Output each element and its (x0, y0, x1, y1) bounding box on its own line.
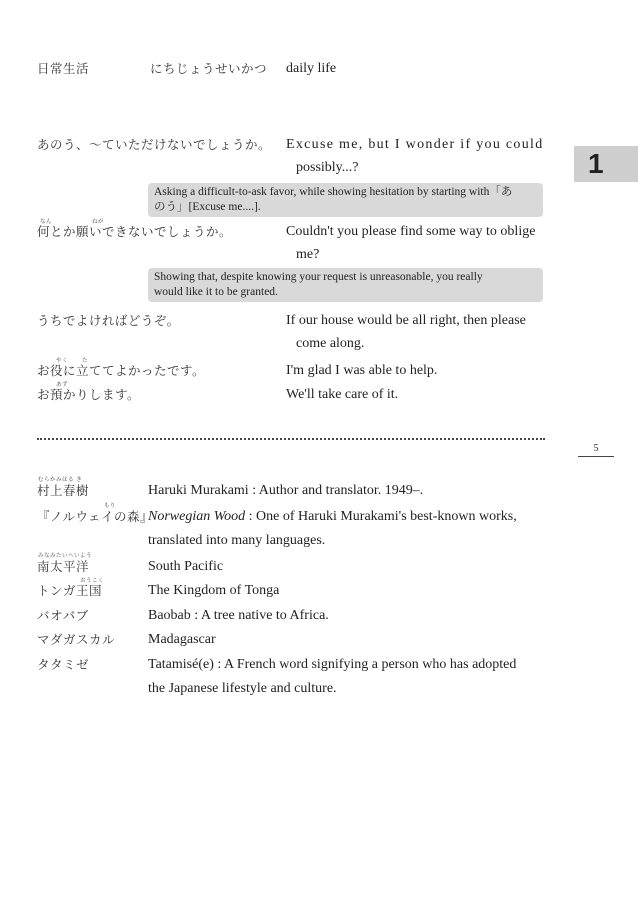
glossary-4-term: トンガ王国 (37, 583, 103, 598)
phrase-1-note-line1: Asking a difficult-to-ask favor, while showing hesitation by starting with「あ (154, 186, 513, 198)
phrase-2-note-line2: would like it to be granted. (154, 286, 278, 298)
phrase-2-jp: 何とか願いできないでしょうか。 (37, 224, 233, 239)
phrase-3-en-line2: come along. (296, 336, 365, 351)
phrase-2-note (148, 268, 543, 302)
phrase-1-en-line1: Excuse me, but I wonder if you could (286, 137, 544, 152)
glossary-2-desc (148, 508, 517, 526)
phrase-3-jp: うちでよければどうぞ。 (37, 313, 180, 328)
phrase-2-ruby-2: ねが (92, 219, 105, 225)
glossary-3-desc: South Pacific (148, 559, 224, 574)
glossary-5-desc: Baobab : A tree native to Africa. (148, 608, 329, 623)
phrase-3-en-line1: If our house would be all right, then please (286, 313, 526, 328)
vocab-reading: にちじょうせいかつ (150, 61, 268, 76)
glossary-6-desc: Madagascar (148, 632, 216, 647)
glossary-7-desc: Tatamisé(e) : A French word signifying a person who has adopted (148, 657, 517, 672)
glossary-4-desc: The Kingdom of Tonga (148, 583, 280, 598)
glossary-3-term: 南太平洋 (37, 559, 90, 574)
glossary-2-title: Norwegian Wood (148, 509, 246, 524)
glossary-4-ruby: おうこく (80, 578, 105, 584)
phrase-2-note-line1: Showing that, despite knowing your request is unreasonable, you really (154, 271, 483, 283)
glossary-2-ruby: もり (104, 503, 117, 509)
phrase-4-en: I'm glad I was able to help. (286, 363, 438, 378)
chapter-tab (574, 146, 638, 182)
phrase-5-jp: お預かりします。 (37, 387, 141, 402)
glossary-7-desc2: the Japanese lifestyle and culture. (148, 681, 337, 696)
page-number: 5 (578, 443, 614, 457)
glossary-1-term: 村上春樹 (37, 483, 90, 498)
glossary-2-term: 『ノルウェイの森』 (37, 509, 154, 524)
glossary-6-term: マダガスカル (37, 632, 116, 647)
glossary-2-desc-text: : One of Haruki Murakami's best-known works, (245, 509, 517, 524)
phrase-4-jp: お役に立ててよかったです。 (37, 363, 206, 378)
glossary-7-term: タタミゼ (37, 657, 90, 672)
phrase-1-jp: あのう、～ていただけないでしょうか。 (37, 137, 272, 152)
phrase-2-ruby-1: なん (40, 219, 53, 225)
glossary-1-ruby: むらかみはる き (38, 477, 83, 483)
glossary-3-ruby: みなみたいへいよう (38, 553, 93, 559)
chapter-number: 1 (588, 148, 604, 179)
glossary-5-term: バオバブ (37, 608, 89, 623)
vocab-english: daily life (286, 61, 337, 76)
phrase-5-ruby-1: あず (56, 382, 69, 388)
phrase-4-ruby-2: た (82, 358, 89, 364)
phrase-4-ruby-1: やく (56, 358, 69, 364)
phrase-2-en-line1: Couldn't you please find some way to oblige (286, 224, 536, 239)
phrase-1-note-line2: のう」[Excuse me....]. (154, 201, 261, 213)
dotted-divider (37, 438, 545, 440)
glossary-1-desc: Haruki Murakami : Author and translator. 1949–. (148, 483, 424, 498)
phrase-2-en-line2: me? (296, 247, 320, 262)
phrase-5-en: We'll take care of it. (286, 387, 399, 402)
vocab-kanji: 日常生活 (37, 61, 90, 76)
phrase-1-en-line2: possibly...? (296, 160, 359, 175)
glossary-2-desc2: translated into many languages. (148, 533, 326, 548)
phrase-1-note (148, 183, 543, 217)
